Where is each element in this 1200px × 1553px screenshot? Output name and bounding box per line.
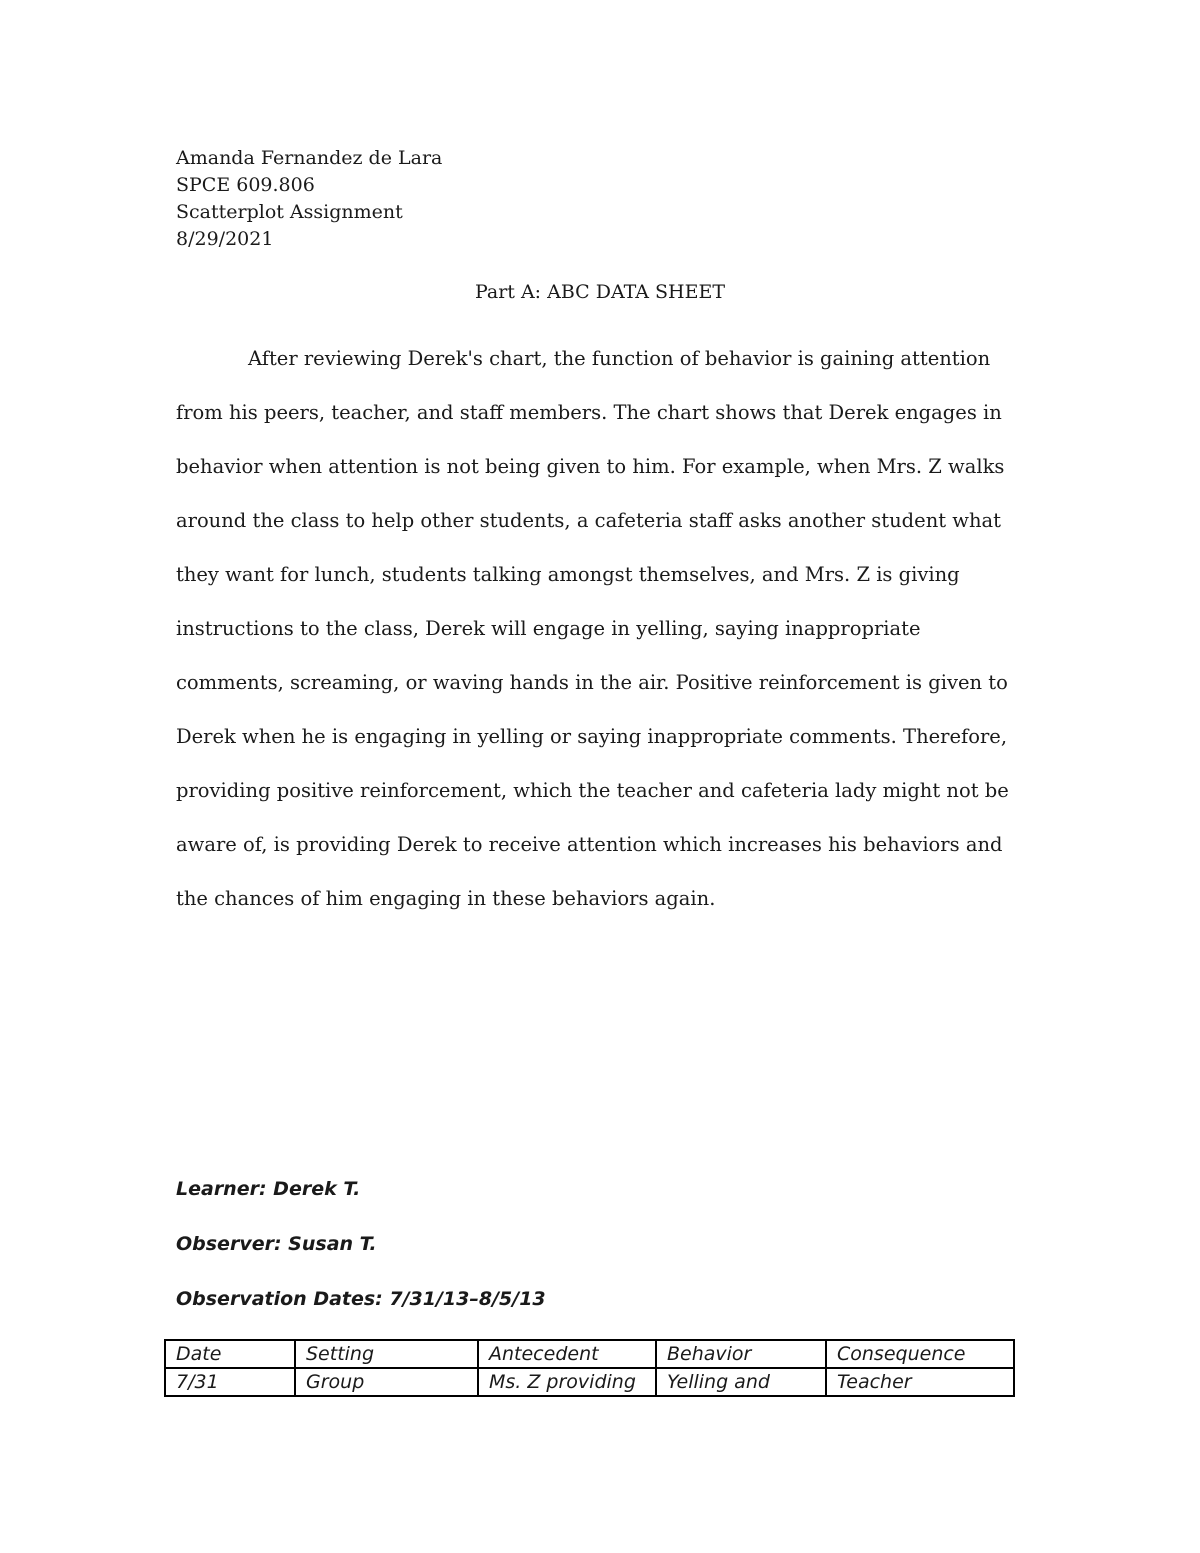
header-cell-antecedent: Antecedent [478,1340,656,1368]
table-row [165,1368,1014,1396]
cell-date: 7/31 [165,1368,295,1396]
course-code: SPCE 609.806 [176,174,315,196]
body-paragraph: After reviewing Derek's chart, the function of behavior is gaining attention from his peers, teacher, and staff members. The chart shows that Derek engages in behavior when attention is not being given to him. For example, when Mrs. Z walks around the class to help other students, a cafeteria staff asks another student what they want for lunch, students talking amongst themselves, and Mrs. Z is giving instructions to the class, Derek will engage in yelling, saying inappropriate comments, screaming, or waving hands in the air. Positive reinforcement is given to Derek when he is engaging in yelling or saying inappropriate comments. Therefore, providing positive reinforcement, which the teacher and cafeteria lady might not be aware of, is providing Derek to receive attention which increases his behaviors and the chances of him engaging in these behaviors again. [176,347,1009,910]
header-cell-date: Date [165,1340,295,1368]
abc-data-table [164,1339,1015,1397]
header-block [176,145,442,253]
cell-setting: Group [295,1368,478,1396]
cell-consequence: Teacher [826,1368,1014,1396]
assignment-title: Scatterplot Assignment [176,201,403,223]
cell-antecedent: Ms. Z providing [478,1368,656,1396]
document-date: 8/29/2021 [176,228,274,250]
learner-label: Learner: Derek T. [176,1178,361,1200]
observation-dates-label: Observation Dates: 7/31/13–8/5/13 [176,1288,546,1310]
table-header-row [165,1340,1014,1368]
header-cell-setting: Setting [295,1340,478,1368]
author-name: Amanda Fernandez de Lara [176,147,443,169]
cell-behavior: Yelling and [656,1368,826,1396]
section-title: Part A: ABC DATA SHEET [474,281,726,303]
header-cell-consequence: Consequence [826,1340,1014,1368]
observer-label: Observer: Susan T. [176,1233,377,1255]
header-cell-behavior: Behavior [656,1340,826,1368]
